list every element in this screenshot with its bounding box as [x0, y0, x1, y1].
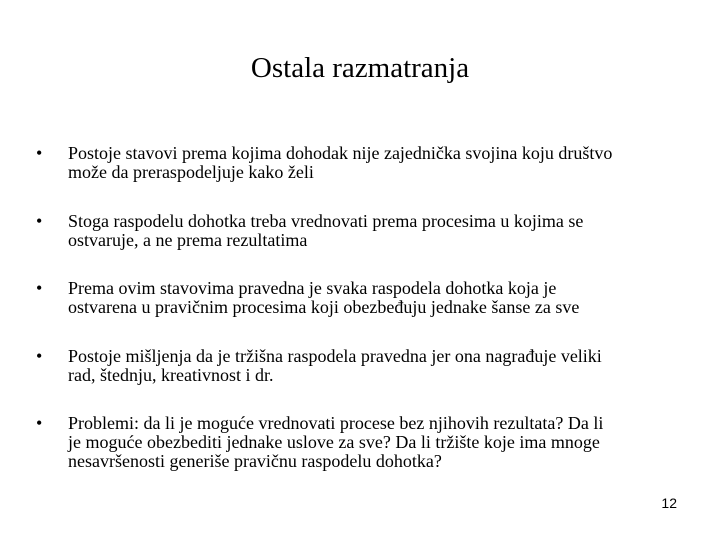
bullet-text [68, 414, 688, 471]
bullet-line: ostvaruje, a ne prema rezultatima [68, 230, 308, 250]
bullet-text [68, 279, 688, 317]
bullet-line: Stoga raspodelu dohotka treba vrednovati prema procesima u kojima se [68, 211, 584, 231]
bullet-line: rad, štednju, kreativnost i dr. [68, 365, 274, 385]
bullet-text [68, 347, 688, 385]
bullet-icon: • [36, 211, 43, 231]
bullet-line: Problemi: da li je moguće vrednovati procese bez njihovih rezultata? Da li [68, 413, 604, 433]
bullet-line: Postoje mišljenja da je tržišna raspodela pravedna jer ona nagrađuje veliki [68, 346, 602, 366]
page-number: 12 [661, 495, 677, 511]
bullet-icon: • [36, 143, 43, 163]
slide-title: Ostala razmatranja [250, 52, 470, 84]
bullet-line: Postoje stavovi prema kojima dohodak nije zajednička svojina koju društvo [68, 143, 613, 163]
bullet-line: može da preraspodeljuje kako želi [68, 162, 314, 182]
bullet-line: Prema ovim stavovima pravedna je svaka raspodela dohotka koja je [68, 278, 557, 298]
bullet-text [68, 212, 688, 250]
bullet-line: nesavršenosti generiše pravičnu raspodelu dohotka? [68, 451, 442, 471]
bullet-icon: • [36, 413, 43, 433]
bullet-text [68, 144, 688, 182]
bullet-line: je moguće obezbediti jednake uslove za sve? Da li tržište koje ima mnoge [68, 432, 600, 452]
bullet-icon: • [36, 278, 43, 298]
bullet-line: ostvarena u pravičnim procesima koji obezbeđuju jednake šanse za sve [68, 297, 580, 317]
bullet-icon: • [36, 346, 43, 366]
